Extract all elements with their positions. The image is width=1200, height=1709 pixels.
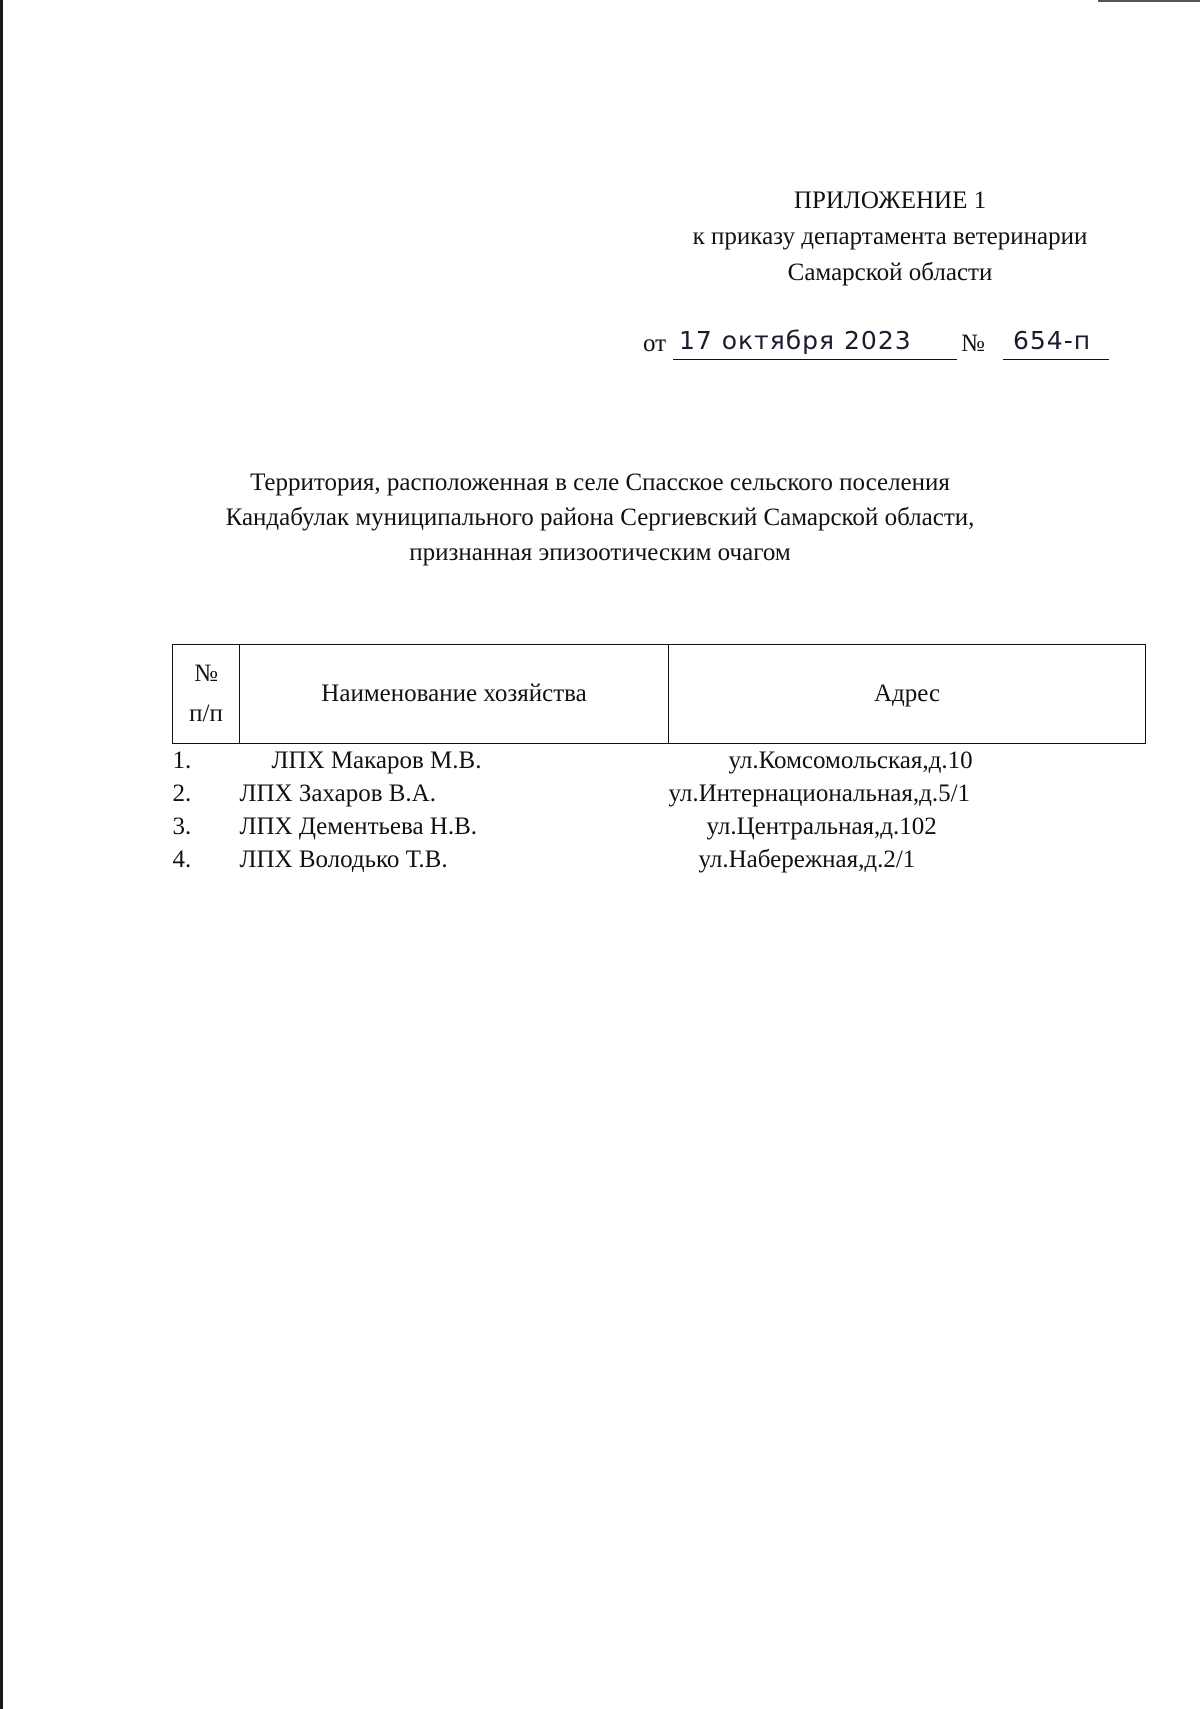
header-num-pp: п/п: [189, 700, 223, 727]
title-line: признанная эпизоотическим очагом: [409, 539, 791, 566]
row-farm-name: ЛПХ Макаров М.В.: [271, 747, 482, 774]
header-num: [173, 645, 240, 744]
order-date-handwritten: 17 октября 2023: [679, 326, 912, 355]
scan-edge-top: [1098, 0, 1200, 2]
row-number: 4.: [172, 846, 192, 873]
date-underline: [673, 359, 957, 360]
row-address: ул.Центральная,д.102: [706, 813, 937, 840]
row-number: 2.: [172, 780, 192, 807]
table-row: [173, 843, 1146, 876]
order-number-handwritten: 654-п: [1013, 326, 1092, 355]
row-farm-name: ЛПХ Захаров В.А.: [239, 780, 436, 807]
row-number: 3.: [172, 813, 192, 840]
order-line: [643, 326, 1143, 366]
table-row: [173, 744, 1146, 778]
appendix-region-line: Самарской области: [787, 259, 993, 286]
title-line: Кандабулак муниципального района Сергиевский Самарской области,: [225, 504, 975, 531]
row-address: ул.Комсомольская,д.10: [728, 747, 973, 774]
header-name: Наименование хозяйства: [240, 645, 669, 744]
row-address: ул.Интернациональная,д.5/1: [668, 780, 971, 807]
table-row: [173, 810, 1146, 843]
title-line: Территория, расположенная в селе Спасское сельского поселения: [250, 469, 950, 496]
number-underline: [1003, 359, 1109, 360]
appendix-header: [640, 183, 1140, 291]
row-number: 1.: [172, 747, 192, 774]
appendix-ref-line: к приказу департамента ветеринарии: [692, 223, 1088, 250]
row-farm-name: ЛПХ Володько Т.В.: [239, 846, 448, 873]
order-number-prefix: №: [961, 330, 985, 357]
row-farm-name: ЛПХ Дементьева Н.В.: [239, 813, 478, 840]
order-date-prefix: от: [643, 330, 667, 357]
table-row: [173, 777, 1146, 810]
header-address: Адрес: [669, 645, 1146, 744]
appendix-title: ПРИЛОЖЕНИЕ 1: [793, 187, 987, 214]
document-title: [150, 465, 1050, 570]
row-address: ул.Набережная,д.2/1: [698, 846, 916, 873]
header-num-symbol: №: [194, 660, 218, 687]
table-header-row: [173, 645, 1146, 744]
scan-edge-left: [0, 0, 3, 1709]
farms-table: [172, 644, 1146, 876]
